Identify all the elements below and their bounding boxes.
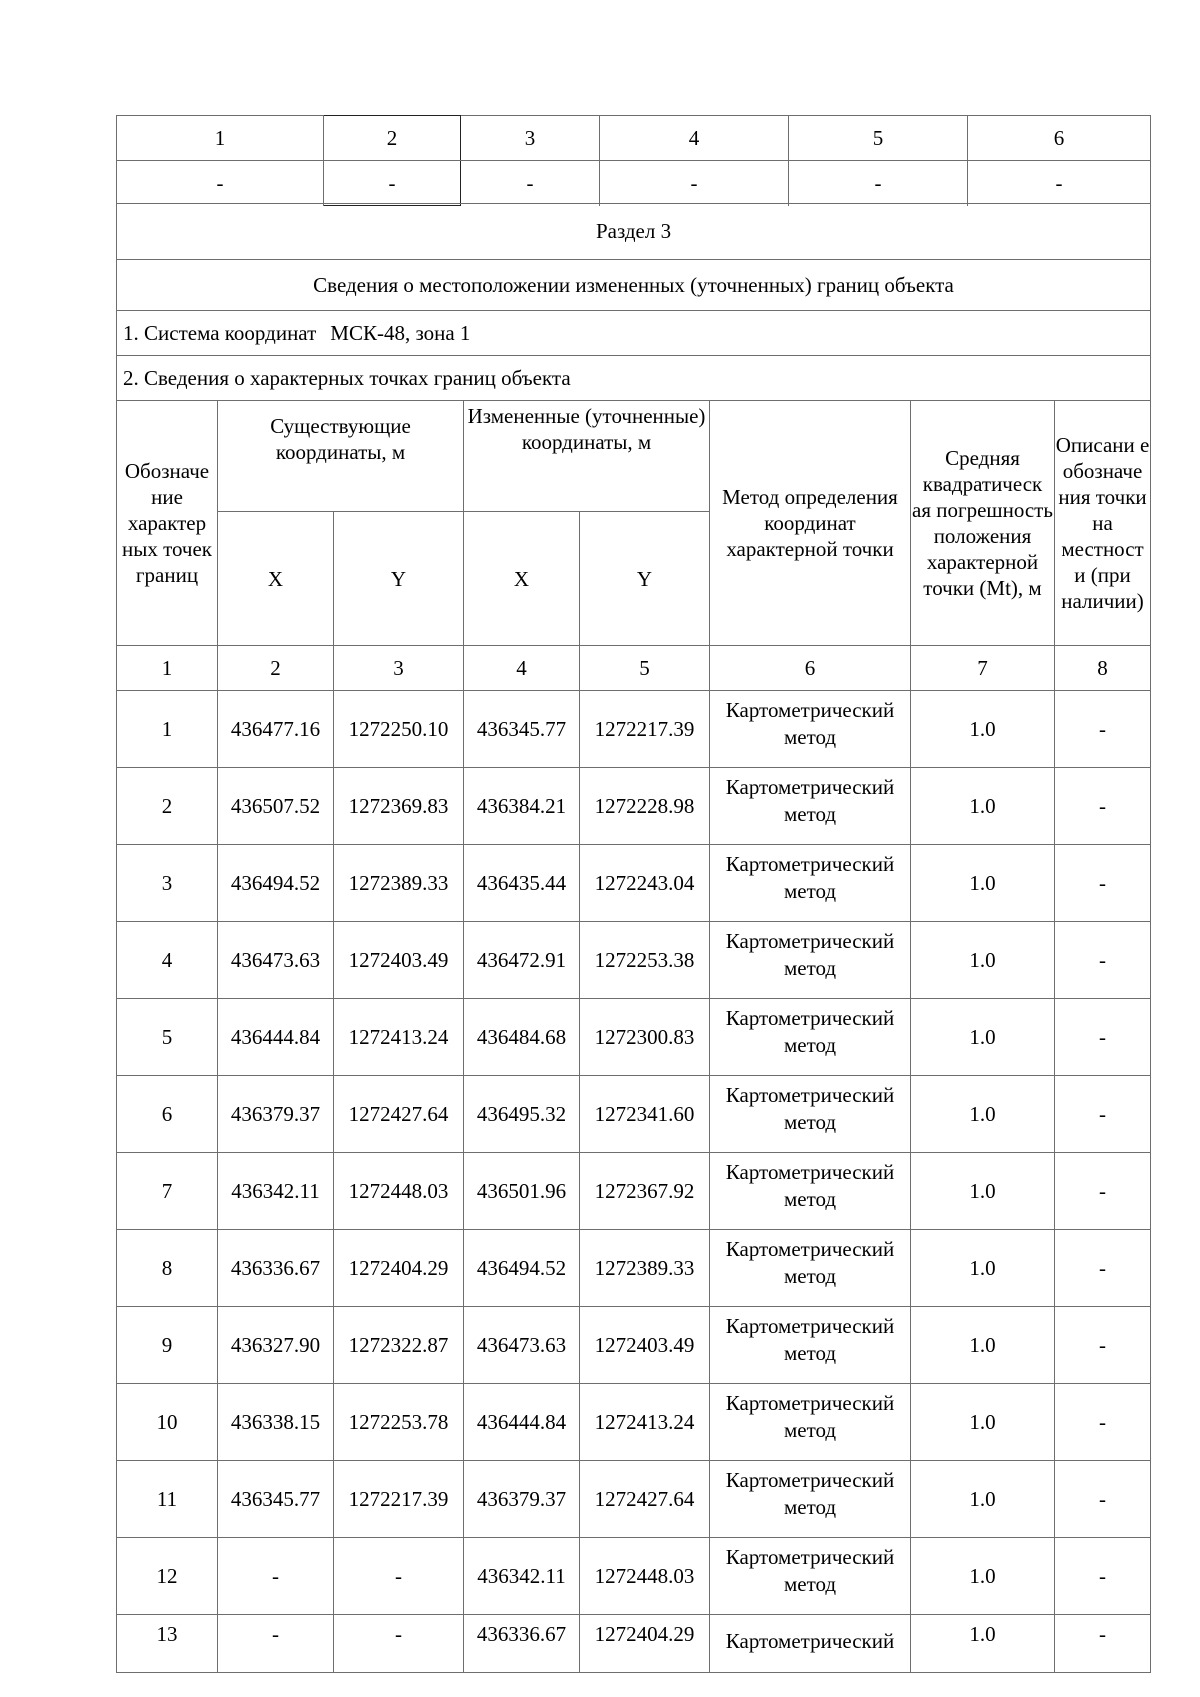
mean-square-error-cell: 1.0: [911, 1384, 1055, 1461]
changed-y-cell: 1272243.04: [580, 845, 710, 922]
method-cell: Картометрический метод: [710, 922, 911, 999]
changed-x-cell: 436494.52: [464, 1230, 580, 1307]
previous-cell: -: [324, 161, 461, 206]
existing-x-cell: 436494.52: [218, 845, 334, 922]
mean-square-error-cell: 1.0: [911, 845, 1055, 922]
previous-cell: -: [461, 161, 600, 206]
mean-square-error-cell: 1.0: [911, 1538, 1055, 1615]
point-description-cell: -: [1055, 1153, 1151, 1230]
mean-square-error-cell: 1.0: [911, 691, 1055, 768]
existing-y-cell: 1272427.64: [334, 1076, 464, 1153]
column-number: 3: [334, 646, 464, 691]
changed-x-cell: 436472.91: [464, 922, 580, 999]
existing-y-cell: 1272369.83: [334, 768, 464, 845]
existing-x-cell: 436507.52: [218, 768, 334, 845]
header-existing-x: X: [218, 512, 334, 646]
previous-table-row: [117, 161, 1151, 206]
changed-x-cell: 436379.37: [464, 1461, 580, 1538]
previous-header-cell: 3: [461, 116, 600, 161]
changed-y-cell: 1272217.39: [580, 691, 710, 768]
existing-y-cell: 1272389.33: [334, 845, 464, 922]
mean-square-error-cell: 1.0: [911, 1615, 1055, 1673]
changed-x-cell: 436342.11: [464, 1538, 580, 1615]
method-cell: Картометрический метод: [710, 1384, 911, 1461]
header-designation: Обозначе ние характер ных точек границ: [117, 401, 218, 646]
table-row: [117, 1461, 1151, 1538]
mean-square-error-cell: 1.0: [911, 768, 1055, 845]
changed-y-cell: 1272300.83: [580, 999, 710, 1076]
existing-y-cell: -: [334, 1538, 464, 1615]
mean-square-error-cell: 1.0: [911, 1461, 1055, 1538]
point-description-cell: -: [1055, 768, 1151, 845]
point-number-cell: 9: [117, 1307, 218, 1384]
existing-x-cell: 436473.63: [218, 922, 334, 999]
table-header-row: [117, 401, 1151, 512]
point-description-cell: -: [1055, 999, 1151, 1076]
mean-square-error-cell: 1.0: [911, 999, 1055, 1076]
coordinate-system-value: МСК-48, зона 1: [330, 320, 471, 345]
previous-cell: -: [117, 161, 324, 206]
existing-x-cell: 436379.37: [218, 1076, 334, 1153]
previous-header-cell: 6: [968, 116, 1151, 161]
boundary-points-table: [116, 203, 1151, 1673]
existing-x-cell: -: [218, 1615, 334, 1673]
column-number: 8: [1055, 646, 1151, 691]
changed-x-cell: 436336.67: [464, 1615, 580, 1673]
section-title: Раздел 3: [117, 204, 1151, 260]
changed-y-cell: 1272404.29: [580, 1615, 710, 1673]
table-row: [117, 922, 1151, 999]
coordinate-system-cell: [117, 311, 1151, 356]
existing-y-cell: 1272448.03: [334, 1153, 464, 1230]
section-subtitle-row: [117, 260, 1151, 311]
mean-square-error-cell: 1.0: [911, 1230, 1055, 1307]
existing-y-cell: 1272404.29: [334, 1230, 464, 1307]
point-number-cell: 6: [117, 1076, 218, 1153]
header-method: Метод определения координат характерной точки: [710, 401, 911, 646]
existing-y-cell: 1272413.24: [334, 999, 464, 1076]
changed-y-cell: 1272341.60: [580, 1076, 710, 1153]
column-number: 5: [580, 646, 710, 691]
point-number-cell: 7: [117, 1153, 218, 1230]
method-cell: Картометрический метод: [710, 1230, 911, 1307]
point-description-cell: -: [1055, 1538, 1151, 1615]
changed-y-cell: 1272228.98: [580, 768, 710, 845]
point-number-cell: 12: [117, 1538, 218, 1615]
point-number-cell: 8: [117, 1230, 218, 1307]
header-existing-coordinates: Существующие координаты, м: [218, 401, 464, 512]
method-cell: Картометрический метод: [710, 691, 911, 768]
existing-y-cell: 1272253.78: [334, 1384, 464, 1461]
column-number: 7: [911, 646, 1055, 691]
point-number-cell: 11: [117, 1461, 218, 1538]
header-changed-x: X: [464, 512, 580, 646]
changed-x-cell: 436435.44: [464, 845, 580, 922]
point-description-cell: -: [1055, 922, 1151, 999]
table-row: [117, 845, 1151, 922]
table-row: [117, 691, 1151, 768]
header-error: Средняя квадратическ ая погрешность положения характерной точки (Mt), м: [911, 401, 1055, 646]
point-description-cell: -: [1055, 1384, 1151, 1461]
changed-y-cell: 1272413.24: [580, 1384, 710, 1461]
existing-x-cell: 436336.67: [218, 1230, 334, 1307]
existing-y-cell: 1272403.49: [334, 922, 464, 999]
points-info-row: [117, 356, 1151, 401]
method-cell: Картометрический метод: [710, 1461, 911, 1538]
section-subtitle: Сведения о местоположении измененных (уточненных) границ объекта: [117, 260, 1151, 311]
existing-x-cell: -: [218, 1538, 334, 1615]
changed-x-cell: 436345.77: [464, 691, 580, 768]
method-cell: Картометрический метод: [710, 1076, 911, 1153]
table-row: [117, 999, 1151, 1076]
table-row: [117, 768, 1151, 845]
point-description-cell: -: [1055, 691, 1151, 768]
previous-table-header-row: [117, 116, 1151, 161]
mean-square-error-cell: 1.0: [911, 1076, 1055, 1153]
existing-x-cell: 436477.16: [218, 691, 334, 768]
changed-x-cell: 436484.68: [464, 999, 580, 1076]
column-number: 4: [464, 646, 580, 691]
header-description: Описани е обозначе ния точки на местност и (при наличии): [1055, 401, 1151, 646]
previous-cell: -: [789, 161, 968, 206]
method-cell: Картометрический: [710, 1615, 911, 1673]
previous-cell: -: [968, 161, 1151, 206]
section-title-row: [117, 204, 1151, 260]
changed-x-cell: 436473.63: [464, 1307, 580, 1384]
column-number: 6: [710, 646, 911, 691]
existing-x-cell: 436342.11: [218, 1153, 334, 1230]
table-row: [117, 1615, 1151, 1673]
point-number-cell: 3: [117, 845, 218, 922]
existing-x-cell: 436338.15: [218, 1384, 334, 1461]
header-changed-coordinates: Измененные (уточненные) координаты, м: [464, 401, 710, 512]
changed-x-cell: 436384.21: [464, 768, 580, 845]
method-cell: Картометрический метод: [710, 1153, 911, 1230]
changed-x-cell: 436444.84: [464, 1384, 580, 1461]
mean-square-error-cell: 1.0: [911, 1153, 1055, 1230]
existing-x-cell: 436444.84: [218, 999, 334, 1076]
coordinate-system-label: 1. Система координат: [123, 320, 317, 345]
column-numbers-row: [117, 646, 1151, 691]
table-row: [117, 1384, 1151, 1461]
method-cell: Картометрический метод: [710, 999, 911, 1076]
method-cell: Картометрический метод: [710, 845, 911, 922]
table-row: [117, 1230, 1151, 1307]
previous-header-cell: 2: [324, 116, 461, 161]
mean-square-error-cell: 1.0: [911, 1307, 1055, 1384]
previous-cell: -: [600, 161, 789, 206]
mean-square-error-cell: 1.0: [911, 922, 1055, 999]
changed-y-cell: 1272427.64: [580, 1461, 710, 1538]
previous-header-cell: 1: [117, 116, 324, 161]
method-cell: Картометрический метод: [710, 768, 911, 845]
changed-y-cell: 1272367.92: [580, 1153, 710, 1230]
existing-y-cell: 1272217.39: [334, 1461, 464, 1538]
existing-y-cell: 1272250.10: [334, 691, 464, 768]
previous-section-table: [116, 115, 1151, 206]
previous-header-cell: 4: [600, 116, 789, 161]
header-changed-y: Y: [580, 512, 710, 646]
point-number-cell: 1: [117, 691, 218, 768]
point-number-cell: 10: [117, 1384, 218, 1461]
changed-y-cell: 1272448.03: [580, 1538, 710, 1615]
table-row: [117, 1538, 1151, 1615]
coordinate-system-row: [117, 311, 1151, 356]
changed-y-cell: 1272389.33: [580, 1230, 710, 1307]
point-number-cell: 13: [117, 1615, 218, 1673]
column-number: 1: [117, 646, 218, 691]
point-number-cell: 5: [117, 999, 218, 1076]
table-row: [117, 1076, 1151, 1153]
existing-x-cell: 436345.77: [218, 1461, 334, 1538]
point-description-cell: -: [1055, 1615, 1151, 1673]
points-info-label: 2. Сведения о характерных точках границ объекта: [117, 356, 1151, 401]
changed-y-cell: 1272253.38: [580, 922, 710, 999]
changed-x-cell: 436501.96: [464, 1153, 580, 1230]
point-description-cell: -: [1055, 1461, 1151, 1538]
point-description-cell: -: [1055, 1307, 1151, 1384]
method-cell: Картометрический метод: [710, 1307, 911, 1384]
previous-header-cell: 5: [789, 116, 968, 161]
point-description-cell: -: [1055, 1076, 1151, 1153]
table-row: [117, 1153, 1151, 1230]
existing-y-cell: -: [334, 1615, 464, 1673]
header-existing-y: Y: [334, 512, 464, 646]
existing-x-cell: 436327.90: [218, 1307, 334, 1384]
column-number: 2: [218, 646, 334, 691]
point-number-cell: 4: [117, 922, 218, 999]
changed-x-cell: 436495.32: [464, 1076, 580, 1153]
point-number-cell: 2: [117, 768, 218, 845]
existing-y-cell: 1272322.87: [334, 1307, 464, 1384]
point-description-cell: -: [1055, 845, 1151, 922]
method-cell: Картометрический метод: [710, 1538, 911, 1615]
point-description-cell: -: [1055, 1230, 1151, 1307]
table-row: [117, 1307, 1151, 1384]
changed-y-cell: 1272403.49: [580, 1307, 710, 1384]
